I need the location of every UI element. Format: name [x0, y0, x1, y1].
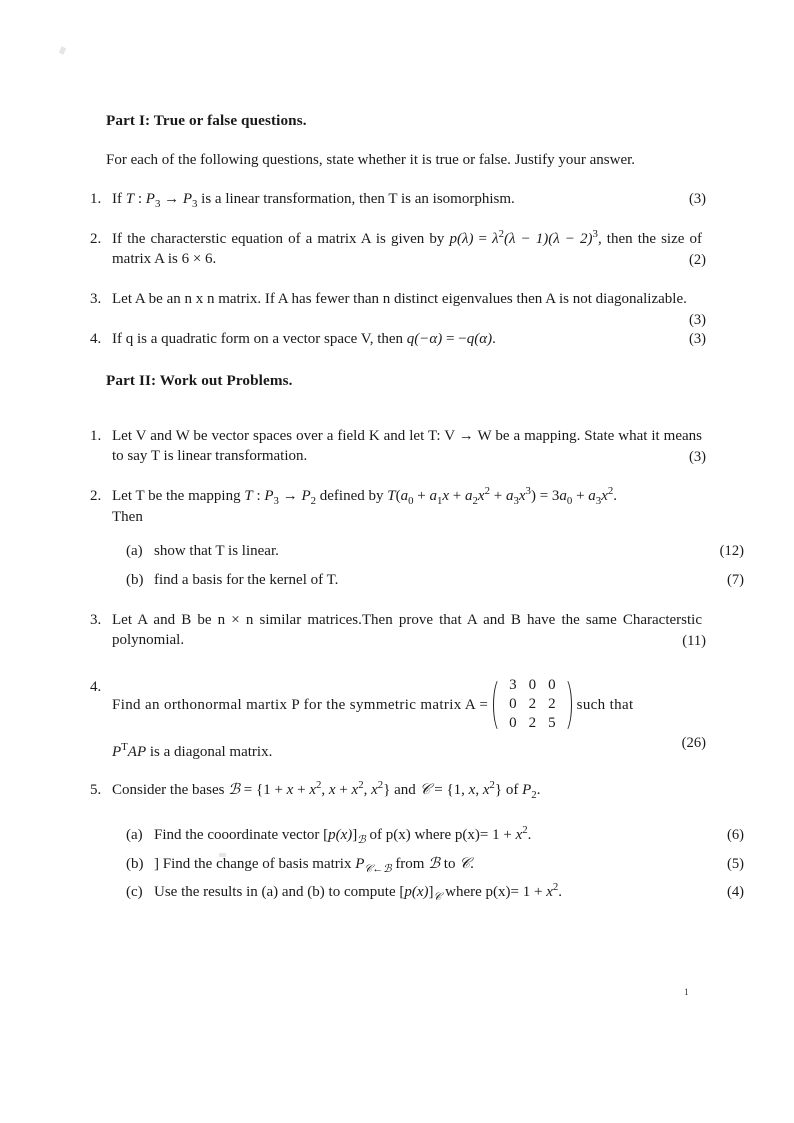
sub-question-text: find a basis for the kernel of T.: [154, 571, 339, 588]
matrix-row: [503, 695, 562, 714]
question-number: 2.: [90, 487, 102, 504]
question-item: [88, 677, 706, 762]
scan-speck: [59, 46, 66, 54]
question-item: [88, 289, 706, 329]
question-item: [88, 426, 706, 467]
sub-question-text: ] Find the change of basis matrix $P_{𝒞\leftarrow ℬ}$ from ℬ to 𝒞.: [154, 855, 474, 875]
question-marks: (3): [688, 448, 706, 465]
part-2-question-list: [88, 426, 706, 528]
matrix-right-paren: [563, 676, 572, 734]
question-number: 2.: [90, 230, 102, 247]
question-number: 4.: [90, 679, 102, 696]
question-text: Find an orthonormal martix P for the symmetric matrix A = 3 0 0 0 2 2 0 2 5 such that $P^TAP$ is a diagonal matrix.: [112, 677, 634, 760]
question-text: Let A be an n x n matrix. If A has fewer than n distinct eigenvalues then A is not diagonalizable.: [112, 291, 687, 308]
part-1-heading: Part I: True or false questions.: [106, 112, 307, 129]
question-text: If T : $P_3 \to P_3$ is a linear transformation, then T is an isomorphism.: [112, 191, 515, 211]
matrix-left-paren: [493, 676, 502, 734]
question-number: 1.: [90, 427, 102, 444]
sub-question-marks: (7): [726, 571, 744, 588]
question-marks: (26): [681, 735, 706, 752]
question-4-trail: such that: [576, 697, 634, 714]
sub-question-item: [126, 854, 744, 875]
page-number: 1: [684, 988, 689, 998]
sub-question-item: [126, 570, 744, 591]
sub-question-label: (a): [126, 543, 143, 560]
matrix-cell: 0: [528, 677, 537, 694]
sub-question-marks: (4): [726, 884, 744, 901]
question-number: 4.: [90, 330, 102, 347]
page-content: [88, 112, 744, 904]
question-text: If the characterstic equation of a matrix A is given by $p(\lambda) = \lambda^2(\lambda - 1)(\lambda - 2)^3$, then the size of matrix A is 6 × 6.: [112, 227, 702, 268]
question-marks: (3): [688, 191, 706, 208]
question-item: [88, 329, 706, 350]
part-1-intro: For each of the following questions, state whether it is true or false. Justify your answer.: [106, 152, 636, 168]
question-text: Let T be the mapping T : $P_3 \to P_2$ defined by $T(a_0 + a_1x + a_2x^2 + a_3x^3) = 3a_0 + a_3x^2$. Then: [112, 484, 618, 525]
sub-question-label: (a): [126, 826, 143, 843]
matrix-cell: 0: [548, 677, 556, 694]
sub-question-label: (b): [126, 571, 144, 588]
matrix-A: [493, 676, 572, 734]
sub-question-text: show that T is linear.: [154, 543, 279, 560]
matrix-cell: 2: [528, 715, 537, 732]
sub-question-text: Find the cooordinate vector $[p(x)]_ℬ$ of p(x) where $p(x)= 1 + x^2$.: [154, 823, 532, 846]
sub-question-item: [126, 823, 744, 846]
matrix-row: [503, 714, 562, 733]
question-marks: (3): [688, 312, 706, 329]
question-2-sublist: [88, 541, 744, 590]
question-marks: (11): [682, 632, 706, 649]
sub-question-text: Use the results in (a) and (b) to compute $[p(x)]_𝒞$ where $p(x)= 1 + x^2$.: [154, 881, 563, 904]
matrix-cell: 2: [528, 696, 537, 713]
question-text: Consider the bases ℬ = {$1 + x + x^2$, $x + x^2$, $x^2$} and 𝒞 = {1, x, $x^2$} of $P_2$.: [112, 779, 541, 802]
matrix-cell: 0: [509, 696, 517, 713]
question-4-lead: Find an orthonormal martix P for the symmetric matrix A =: [112, 697, 489, 714]
question-item: [88, 189, 706, 210]
matrix-cell: 5: [548, 715, 556, 732]
question-item: [88, 610, 706, 651]
sub-question-marks: (5): [726, 855, 744, 872]
question-number: 5.: [90, 782, 102, 799]
matrix-cell: 3: [509, 677, 517, 694]
sub-question-marks: (12): [719, 543, 744, 560]
question-marks: (3): [688, 330, 706, 347]
sub-question-marks: (6): [726, 826, 744, 843]
question-text: Let A and B be n × n similar matrices.Then prove that A and B have the same Characterstic polynomial.: [112, 611, 702, 649]
sub-question-label: (b): [126, 855, 144, 872]
question-number: 3.: [90, 611, 102, 628]
sub-question-item: [126, 881, 744, 904]
sub-question-label: (c): [126, 884, 143, 901]
question-5-sublist: [88, 823, 744, 904]
part-2-question-list-cont: [88, 610, 706, 801]
question-text: If q is a quadratic form on a vector space V, then q(−α) = −q(α).: [112, 330, 496, 347]
question-marks: (2): [688, 251, 706, 268]
question-item: [88, 780, 706, 801]
part-1-question-list: [88, 189, 706, 349]
part-2-heading: Part II: Work out Problems.: [106, 371, 293, 389]
matrix-grid: [503, 676, 562, 734]
question-number: 3.: [90, 291, 102, 308]
question-text: Let V and W be vector spaces over a field K and let T: V → W be a mapping. State what it means to say T is linear transformation.: [112, 427, 702, 465]
question-item: [88, 229, 706, 270]
matrix-cell: 2: [548, 696, 556, 713]
question-number: 1.: [90, 191, 102, 208]
matrix-cell: 0: [509, 715, 517, 732]
sub-question-item: [126, 541, 744, 562]
matrix-row: [503, 676, 562, 695]
question-item: [88, 486, 706, 527]
